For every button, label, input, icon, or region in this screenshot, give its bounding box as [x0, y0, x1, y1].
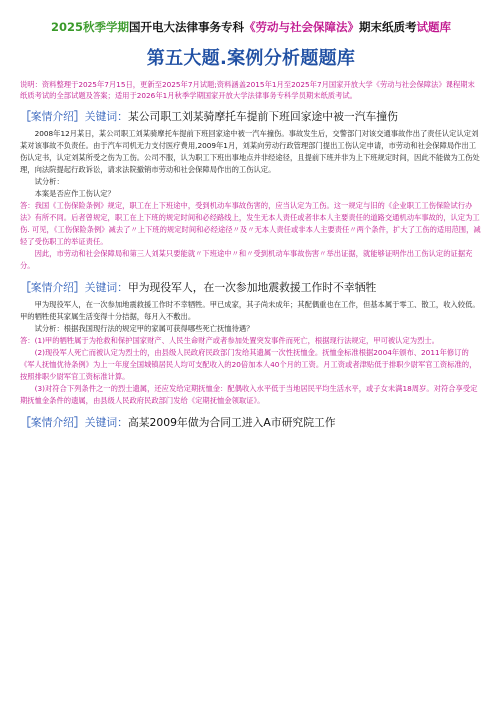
keyword-label: 关键词：	[84, 110, 128, 123]
case-keyword: 甲为现役军人，在一次参加地震救援工作时不幸牺牲	[127, 281, 377, 294]
header-course: 《劳动与社会保障法》	[244, 20, 359, 34]
header-bank: 试题库	[416, 20, 451, 34]
case-paragraph: 2008年12月某日，某公司职工刘某骑摩托车提前下班回家途中被一汽车撞伤。事故发生后，交警部门对该交通事故作出了责任认定认定刘某对该事故不负责任。由于汽车司机无力支付医疗费用,2009年1月，刘某向劳动行政管理部门提出工伤认定申请，市劳动和社会保障局作出工伤认定书，认定刘某所受之伤为工伤。公司不服，认为职工下班出事地点并非经途径，且提前下班并非为上下班规定时间，因此不能做为工伤处理，向法院提起行政诉讼，请求法院撤销市劳动和社会保障局作出的工伤认定。	[20, 129, 480, 174]
case-label: 案情介绍	[30, 281, 74, 294]
case-heading	[20, 110, 482, 124]
case-answer: 因此，市劳动和社会保障局和第三人刘某只要能就〃下班途中〃和〃受到机动车事故伤害〃举出证据，就能够证明作出工伤认定的证据充分。	[20, 249, 473, 270]
case-heading	[20, 281, 482, 295]
case-question: 本案是否应作工伤认定？	[34, 189, 115, 198]
case-answer: (2)现役军人死亡而被认定为烈士的，由县级人民政府民政部门发给其遗属一次性抚恤金。抚恤金标准根据2004年颁布、2011年修订的《军人抚恤优待条例》为上一年度全国城镇居民人均可支配收入的20倍加本人40个月的工资。月工资或者津贴低于排职少尉军官工资标准的，按照排职少尉军官工资标准计算。	[20, 348, 477, 381]
keyword-label: 关键词：	[84, 416, 128, 429]
case-heading	[20, 416, 482, 430]
case-keyword: 高某2009年做为合同工进入A市研究院工作	[127, 416, 336, 429]
case-label: 案情介绍	[30, 110, 74, 123]
section-title: 第五大题.案例分析题题库	[146, 48, 356, 69]
bracket-close: ］	[73, 416, 85, 429]
bracket-close: ］	[73, 281, 85, 294]
header-program: 国开电大法律事务专科	[129, 20, 244, 34]
case-answer: 答：(1)甲的牺牲属于为抢救和保护国家财产、人民生命财产或者参加处置突发事件而死亡，根据现行法规定，甲可被认定为烈士。	[20, 336, 439, 345]
header-semester: 2025秋季学期	[50, 20, 129, 34]
case-answer: (3)对符合下列条件之一的烈士遗属，还应发给定期抚恤金：配偶收入水平低于当地居民平均生活水平，或子女未满18周岁。对符合享受定期抚恤金条件的遗属，由县级人民政府民政部门发给《定期抚恤金领取证》。	[20, 384, 478, 405]
analysis-label: 试分析：	[34, 177, 64, 186]
case-keyword: 某公司职工刘某骑摩托车提前下班回家途中被一汽车撞伤	[127, 110, 398, 123]
description-note: 说明：资料整理于2025年7月15日，更新至2025年7月试题;资料涵盖2015年1月至2025年7月国家开放大学《劳动与社会保障法》课程期末纸质考试的全部试题及答案；适用于2026年1月秋季学期国家开放大学法律事务专科学员期末纸质考试。	[20, 80, 475, 100]
bracket-open: ［	[20, 110, 31, 123]
case-label: 案情介绍	[30, 416, 74, 429]
bracket-open: ［	[20, 281, 31, 294]
bracket-close: ］	[73, 110, 85, 123]
header-exam-type: 期末纸质考	[359, 20, 417, 34]
document-header-title	[20, 20, 482, 35]
analysis-label: 试分析：根据我国现行法的规定甲的家属可获得哪些死亡抚恤待遇？	[34, 324, 254, 333]
case-answer: 答：我国《工伤保险条例》规定，职工在上下班途中，受到机动车事故伤害的，应当认定为工伤。这一规定与旧的《企业职工工伤保险试行办法》有所不同。后者曾规定，职工在上下班的规定时间和必经路线上，发生无本人责任或者非本人主要责任的道路交通机动车事故的，认定为工伤. 可见，《工伤保险条例》减去了〃上下班的规定时间和必经途径〃及〃无本人责任或非本人主要责任〃两个条件，扩大了工伤的适用范围，减轻了受伤职工的举证责任。	[20, 201, 481, 246]
bracket-open: ［	[20, 416, 31, 429]
keyword-label: 关键词：	[84, 281, 128, 294]
case-paragraph: 甲为现役军人，在一次参加地震救援工作时不幸牺牲。甲已成家，其子尚未成年；其配偶重也在工作，但基本属于零工、散工，收入较低。甲的牺牲使其家属生活变得十分拮据，每月入不敷出。	[20, 300, 480, 321]
